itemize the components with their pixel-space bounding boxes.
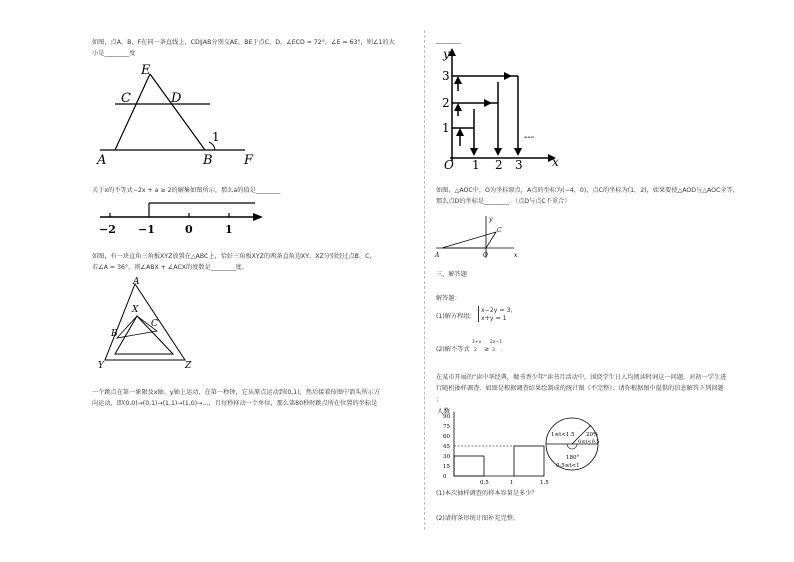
tick-neg1: −1 (138, 223, 155, 236)
aoc-A: A (435, 252, 440, 259)
pie-label-1: 1≤t<1.5 (551, 432, 575, 438)
bar-x-tick: 1 (510, 480, 514, 486)
axis-x-label: x (552, 155, 559, 169)
s2-ge: ≥ (484, 346, 490, 353)
q4-line1: 一个跳点在第一象限及x轴、y轴上运动，在第一秒钟，它从原点运动到(0,1)，然后接着按图中箭头所示方 (92, 389, 381, 396)
q6-line2: 行随机抽样调查．如图是根据调查结果绘制成的统计图（不完整），请你根据图中提供的信息解答下列问题 (436, 385, 724, 392)
label-A2: A (133, 277, 140, 287)
bar-y-tick: 15 (443, 464, 450, 470)
q1-line1: 如图，点A，B，F在同一条直线上，CD∥AB分别交AE，BE于点C，D，∠ECD = 72°，∠E = 63°，则∠1的大 (92, 39, 395, 46)
aoc-O: O (483, 252, 488, 259)
tick-1: 1 (225, 223, 233, 236)
s2-end: ． (501, 346, 508, 353)
aoc-C: C (497, 227, 502, 234)
origin-label: O (444, 158, 454, 172)
pie-label-3: 0≤t<0.5 (578, 439, 600, 445)
top-blank: ________ (436, 37, 461, 44)
label-A: A (97, 153, 107, 168)
aoc-y: y (489, 216, 493, 223)
s2-frac2-num: 2x−1 (490, 340, 503, 345)
section-heading: 三、解答题 (436, 271, 467, 278)
solve-title: 解答题： (436, 295, 461, 302)
axis-y-label: y (443, 47, 450, 61)
x-tick-1: 1 (472, 158, 480, 172)
s2-frac2-den: 3 (492, 348, 495, 353)
question-part-1: (1)本次抽样调查的样本容量是多少？ (436, 490, 538, 497)
pie-label-2: 20% (586, 432, 599, 438)
bar-y-tick: 30 (443, 454, 450, 460)
pie-chart (536, 412, 616, 482)
triangle-figure-2 (95, 276, 205, 376)
q3-line2: 若∠A = 36°，则∠ABX + ∠ACX的度数是________度。 (92, 264, 248, 271)
pie-label-4: 0.5≤t<1 (556, 463, 580, 469)
q6-line1: 在某市开展的"读中华经典，做书香少年"读书月活动中，围绕学生日人均阅读时间这一问题，对初一学生进 (436, 374, 727, 381)
aoc-x: x (514, 252, 518, 259)
tick-0: 0 (185, 223, 193, 236)
s1-label: (1)解方程组： (436, 313, 476, 320)
label-X: X (132, 305, 139, 315)
s2-label: (2)解不等式 (436, 346, 470, 353)
bar-x-tick: 0.5 (480, 480, 489, 486)
label-C2: C (151, 319, 158, 329)
bar-chart (434, 404, 549, 486)
s2-frac1-num: 1+x (472, 340, 482, 345)
s2-frac1-den: 2 (474, 348, 477, 353)
label-C: C (121, 91, 131, 106)
label-D: D (171, 91, 182, 106)
bar-y-tick: 75 (443, 424, 450, 430)
bar-x-tick: 1.5 (540, 480, 549, 486)
bar-y-tick: 45 (443, 444, 450, 450)
x-tick-2: 2 (495, 158, 503, 172)
q2-text: 关于x的不等式−2x + a ≥ 2的解集如图所示，那么a的值是________ (92, 187, 281, 194)
tick-neg2: −2 (99, 223, 116, 236)
bar (454, 456, 484, 476)
bar-y-tick: 60 (443, 434, 450, 440)
jump-point-figure (440, 46, 570, 171)
label-B: B (203, 153, 213, 168)
triangle-figure-1 (95, 62, 260, 172)
y-tick-3: 3 (442, 69, 450, 83)
brace (478, 306, 479, 322)
label-E: E (141, 63, 151, 78)
label-Z: Z (185, 361, 192, 371)
q5-line2: 那么点D的坐标是________．（点D与点C不重合） (436, 198, 571, 205)
bar-ylabel: 人数 (437, 407, 450, 415)
q6-line3: ： (436, 396, 443, 403)
label-B2: B (111, 329, 118, 339)
y-tick-1: 1 (442, 121, 450, 135)
question-part-2: (2)请将条形统计图补充完整。 (436, 515, 520, 522)
q4-line2: 向运动，即(0,0)→(0,1)→(1,1)→(1,0)→…，且每秒移动一个单位，那么第80秒时跳点所在位置的坐标是 (92, 400, 378, 407)
label-F: F (244, 153, 254, 168)
label-1: 1 (212, 130, 220, 144)
s1-eq2: x+y = 1 (481, 315, 507, 322)
q1-line2: 小是________度 (92, 50, 136, 57)
pie-angle: 180° (566, 455, 580, 461)
q3-line1: 如图，有一块直角三角板XYZ放置在△ABC上，恰好三角板XYZ的两条直角边XY、XZ分别经过点B、C， (92, 253, 376, 260)
bar-y-tick: 90 (443, 414, 450, 420)
x-tick-3: 3 (515, 158, 523, 172)
label-Y: Y (98, 361, 104, 371)
q5-line1: 如图，△AOC中，O为坐标原点，A点的坐标为(−4，0)，点C的坐标为(1，2)，如果要使△AOD与△AOC全等， (436, 187, 739, 194)
y-tick-2: 2 (442, 96, 450, 110)
number-line (95, 198, 270, 238)
dash-marker: --- (524, 132, 535, 143)
triangle-aoc-figure (434, 212, 524, 264)
bar-y-tick: 0 (443, 474, 447, 480)
column-divider (424, 30, 425, 530)
s1-eq1: x−2y = 3， (481, 307, 517, 314)
